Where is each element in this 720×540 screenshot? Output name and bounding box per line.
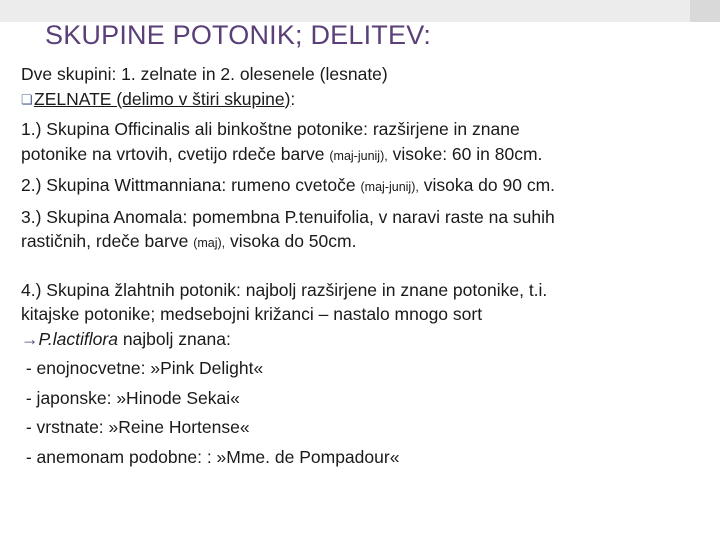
lactiflora-rest: najbolj znana: [117,328,231,349]
arrow-right-icon: → [21,328,39,349]
lactiflora-line [21,327,707,352]
variety-item: - anemonam podobne: : »Mme. de Pompadour« [21,446,400,467]
group-2-line [21,173,707,200]
group-1-text: potonike na vrtovih, cvetijo rdeče barve [21,143,325,164]
group-1-period: (maj-junij), [329,148,388,163]
lactiflora-name: P.lactiflora [38,328,118,349]
variety-item: - vrstnate: »Reine Hortense« [21,417,250,437]
slide-body [21,62,707,469]
variety-item: - enojnocvetne: »Pink Delight« [21,358,264,378]
checkbox-bullet-icon: ❏ [21,91,33,107]
group-3-line-2 [21,229,707,256]
group-1-line-2 [21,142,707,169]
group-4-line-1: 4.) Skupina žlahtnih potonik: najbolj razširjene in znane potonike, t.i. [21,279,548,300]
group-3-period: (maj), [193,236,226,250]
group-3-height: visoka do 50cm. [230,231,357,251]
variety-item: - japonske: »Hinode Sekai« [21,387,240,408]
group-3-text: rastičnih, rdeče barve [21,231,189,251]
group-2-height: visoka do 90 cm. [423,175,556,195]
bullet-colon: : [290,88,296,109]
top-decorative-bar [0,0,720,22]
group-3-line-1: 3.) Skupina Anomala: pomembna P.tenuifolia, v naravi raste na suhih [21,206,555,227]
intro-line: Dve skupini: 1. zelnate in 2. olesenele (lesnate) [21,64,388,84]
group-2-period: (maj-junij), [360,180,419,194]
group-4-line-2: kitajske potonike; medsebojni križanci – nastalo mnogo sort [21,304,483,324]
top-bar-accent [690,0,720,22]
group-1-line-1: 1.) Skupina Officinalis ali binkoštne potonike: razširjene in znane [21,119,520,139]
group-2-text: 2.) Skupina Wittmanniana: rumeno cvetoče [21,175,356,195]
slide-title: SKUPINE POTONIK; DELITEV: [45,20,432,50]
bullet-line [21,87,707,113]
group-1-height: visoke: 60 in 80cm. [392,143,543,164]
bullet-label: ZELNATE (delimo v štiri skupine) [34,88,291,109]
